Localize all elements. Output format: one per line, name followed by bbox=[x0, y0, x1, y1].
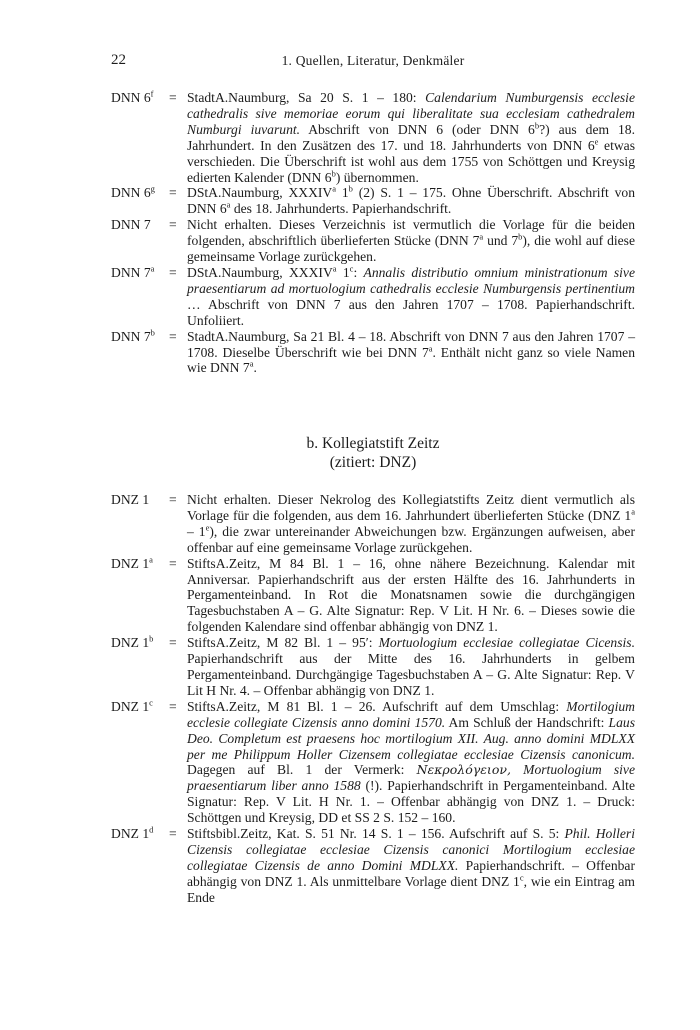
catalog-entry bbox=[111, 185, 635, 217]
equals-sign: = bbox=[169, 698, 177, 714]
catalog-entry bbox=[111, 492, 635, 556]
catalog-entry bbox=[111, 329, 635, 377]
section-subtitle: (zitiert: DNZ) bbox=[329, 454, 417, 471]
entry-description: Nicht erhalten. Dieser Nekrolog des Kollegiatstifts Zeitz dient vermutlich als Vorlage für die folgenden, aus dem 16. Jahrhundert überlieferten Stücke (DNZ 1$^a$ – 1e), die zwar untereinander Abweichungen bzw. Ergänzungen aufweisen, aber offenbar auf eine gemeinsame Vorlage zurückgehen. bbox=[187, 492, 635, 555]
section-heading bbox=[111, 434, 635, 472]
equals-sign: = bbox=[169, 635, 177, 651]
page-number: 22 bbox=[111, 52, 126, 68]
page-header bbox=[111, 52, 635, 76]
entry-siglum: DNN 6$^g$ bbox=[111, 183, 155, 201]
entry-description: StiftsA.Zeitz, M 81 Bl. 1 – 26. Aufschrift auf dem Umschlag: Mortilogium ecclesie collegiate Cizensis anno domini 1570. Am Schluß der Handschrift: Laus Deo. Completum est praesens hoc mortilogium XII. Aug. anno domini MDLXX per me Philippum Holler Cizensem collegiatae ecclesiae Cizensis canonicum. Dagegen auf Bl. 1 der Vermerk: Νεκρολόγειον, Mortuologium sive praesentiarum liber anno 1588 (!). Papierhandschrift in Pergamenteinband. Alte Signatur: Rep. V Lit. H Nr. 1. – Offenbar abhängig von DNZ 1. – Druck: Schöttgen und Kreysig, DD et SS 2 S. 152 – 160. bbox=[187, 698, 635, 826]
catalog-entry bbox=[111, 826, 635, 906]
entry-description: DStA.Naumburg, XXXIV$^a$ 1$^c$: Annalis distributio omnium ministrationum sive praesentiarum ad mortuologium cathedralis ecclesie Numburgensis pertinentium … Abschrift von DNN 7 aus den Jahren 1707 – 1708. Papierhandschrift. Unfoliiert. bbox=[187, 263, 635, 328]
entry-list-zeitz bbox=[111, 492, 635, 906]
entry-description: StiftsA.Zeitz, M 84 Bl. 1 – 16, ohne nähere Bezeichnung. Kalendar mit Anniversar. Papierhandschrift aus der ersten Hälfte des 16. Jahrhunderts in Pergamenteinband. In Rot die Monatsnamen sowie die durchgängigen Tagesbuchstaben A – G. Alte Signatur: Rep. V Lit. H Nr. 6. – Dieses sowie die folgenden Kalendare sind offenbar abhängig von DNZ 1. bbox=[187, 555, 635, 635]
equals-sign: = bbox=[169, 185, 177, 201]
section-title: b. Kollegiatstift Zeitz bbox=[306, 435, 440, 452]
catalog-entry bbox=[111, 90, 635, 185]
entry-description: StiftsA.Zeitz, M 82 Bl. 1 – 95′: Mortuologium ecclesiae collegiatae Cicensis. Papierhandschrift aus der Mitte des 16. Jahrhunderts in gelbem Pergamenteinband. Durchgängige Tagesbuchstaben A – G. Alte Signatur: Rep. V Lit H Nr. 4. – Offenbar abhängig von DNZ 1. bbox=[187, 635, 635, 698]
entry-siglum: DNZ 1 bbox=[111, 492, 150, 507]
entry-description: Stiftsbibl.Zeitz, Kat. S. 51 Nr. 14 S. 1 – 156. Aufschrift auf S. 5: Phil. Holleri Cizensis collegiatae ecclesiae Cizensis canonici Mortilogium ecclesiae collegiatae Cizensis de anno Domini MDLXX. Papierhandschrift. – Offenbar abhängig von DNZ 1. Als unmittelbare Vorlage dient DNZ 1$^c$, wie ein Eintrag am Ende bbox=[187, 826, 635, 905]
entry-description: DStA.Naumburg, XXXIV$^a$ 1$^b$ (2) S. 1 – 175. Ohne Überschrift. Abschrift von DNN 6$^a$ des 18. Jahrhunderts. Papierhandschrift. bbox=[187, 183, 636, 217]
entry-siglum: DNN 7$^b$ bbox=[111, 327, 155, 344]
catalog-entry bbox=[111, 217, 635, 265]
equals-sign: = bbox=[169, 90, 177, 105]
equals-sign: = bbox=[169, 217, 177, 233]
equals-sign: = bbox=[169, 492, 177, 507]
entry-siglum: DNZ 1$^b$ bbox=[111, 633, 154, 651]
equals-sign: = bbox=[169, 555, 177, 571]
catalog-entry bbox=[111, 556, 635, 636]
entry-siglum: DNZ 1$^d$ bbox=[111, 824, 154, 842]
catalog-entry bbox=[111, 265, 635, 329]
entry-siglum: DNZ 1$^c$ bbox=[111, 697, 153, 714]
equals-sign: = bbox=[169, 826, 177, 842]
entry-siglum: DNZ 1$^a$ bbox=[111, 554, 153, 571]
entry-description: Nicht erhalten. Dieses Verzeichnis ist vermutlich die Vorlage für die beiden folgenden, abschriftlich überlieferten Stücke (DNN 7$^a$ und 7$^b$), die wohl auf diese gemeinsame Vorlage zurückgehen. bbox=[187, 217, 635, 265]
entry-description: StadtA.Naumburg, Sa 20 S. 1 – 180: Calendarium Numburgensis ecclesie cathedralis sive memoriae eorum qui liberalitate sua ecclesiam cathedralem Numburgi iuvarunt. Abschrift von DNN 6 (oder DNN 6$^b$?) aus dem 18. Jahrhundert. In den Zusätzen des 17. und 18. Jahrhunderts von DNN 6e etwas verschieden. Die Überschrift ist wohl aus dem 1755 von Schöttgen und Kreysig edierten Kalender (DNN 6$^b$) übernommen. bbox=[187, 90, 635, 185]
catalog-entry bbox=[111, 699, 635, 826]
equals-sign: = bbox=[169, 328, 177, 344]
equals-sign: = bbox=[169, 264, 177, 280]
entry-list-naumburg bbox=[111, 90, 635, 376]
entry-siglum: DNN 7$^a$ bbox=[111, 263, 155, 280]
catalog-entry bbox=[111, 635, 635, 699]
entry-description: StadtA.Naumburg, Sa 21 Bl. 4 – 18. Abschrift von DNN 7 aus den Jahren 1707 – 1708. Dieselbe Überschrift wie bei DNN 7$^a$. Enthält nicht ganz so viele Namen wie DNN 7$^a$. bbox=[187, 328, 636, 376]
entry-siglum: DNN 7 bbox=[111, 217, 151, 233]
entry-siglum: DNN 6$^f$ bbox=[111, 88, 154, 105]
running-head: 1. Quellen, Literatur, Denkmäler bbox=[281, 53, 465, 68]
